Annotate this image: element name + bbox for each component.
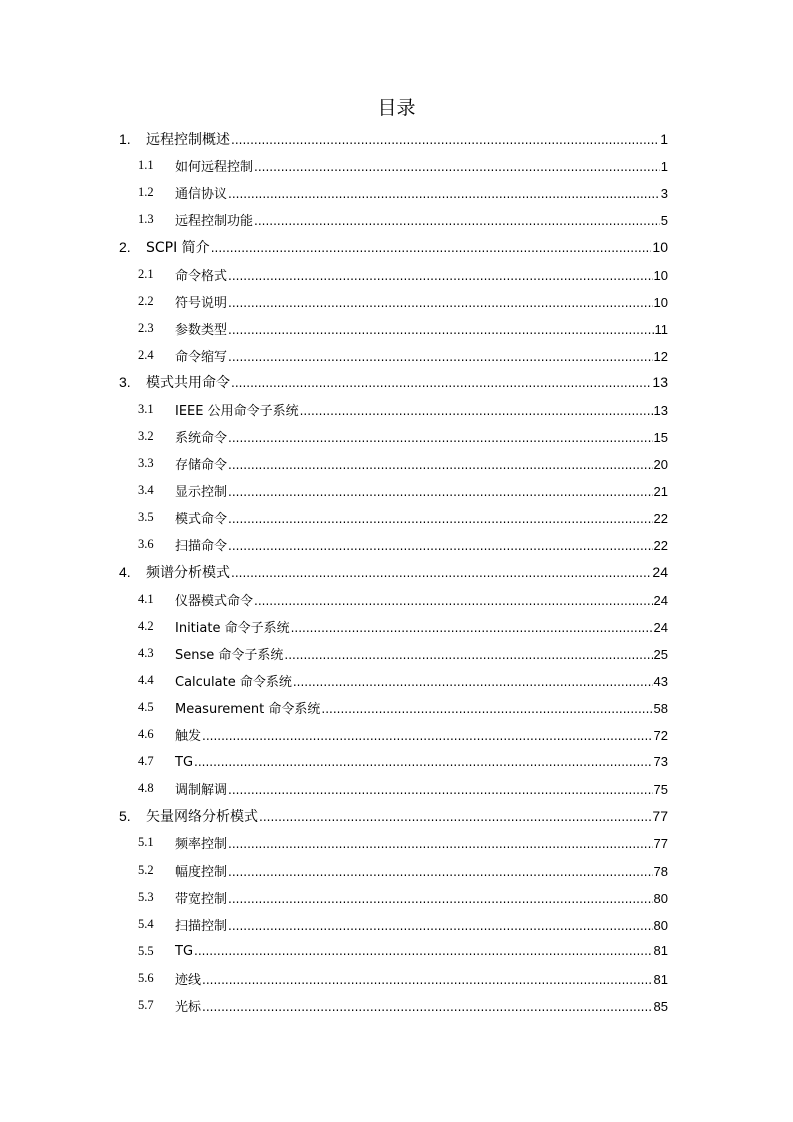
toc-page-number: 12 <box>653 348 668 364</box>
toc-entry-number: 5.6 <box>138 970 154 985</box>
toc-entry-line <box>175 671 668 690</box>
toc-entry-line <box>175 915 668 934</box>
toc-entry-number: 5.3 <box>138 889 154 904</box>
toc-dot-leader <box>228 269 653 283</box>
toc-section-entry[interactable] <box>0 640 793 667</box>
toc-dot-leader <box>202 729 653 743</box>
toc-entry-line <box>175 698 668 717</box>
toc-chapter-entry[interactable] <box>0 233 793 260</box>
toc-entry-number: 3.2 <box>138 429 154 444</box>
toc-dot-leader <box>211 241 652 255</box>
toc-section-entry[interactable] <box>0 531 793 558</box>
toc-entry-number: 3.3 <box>138 456 154 471</box>
toc-entry-number: 1.2 <box>138 185 154 200</box>
toc-entry-number: 4.7 <box>138 754 154 769</box>
toc-dot-leader <box>293 675 653 689</box>
toc-page-number: 15 <box>653 430 668 446</box>
toc-page-number: 10 <box>652 238 668 255</box>
toc-dot-leader <box>202 1000 653 1014</box>
toc-dot-leader <box>194 755 653 769</box>
toc-entry-title[interactable]: 通信协议 <box>175 187 228 203</box>
toc-page-number: 81 <box>653 943 668 959</box>
toc-chapter-entry[interactable] <box>0 559 793 586</box>
toc-entry-title[interactable]: Calculate 命令系统 <box>175 674 292 690</box>
toc-entry-title[interactable]: 系统命令 <box>175 431 228 447</box>
toc-section-entry[interactable] <box>0 423 793 450</box>
toc-section-entry[interactable] <box>0 396 793 423</box>
toc-dot-leader <box>300 404 653 418</box>
toc-section-entry[interactable] <box>0 965 793 992</box>
toc-entry-number: 2.2 <box>138 293 154 308</box>
toc-dot-leader <box>228 539 653 553</box>
table-of-contents <box>0 125 793 1019</box>
toc-dot-leader <box>228 783 653 797</box>
toc-dot-leader <box>254 160 660 174</box>
toc-entry-number: 4.2 <box>138 618 154 633</box>
toc-page-number: 13 <box>653 402 668 418</box>
toc-entry-line <box>175 400 668 419</box>
toc-entry-title[interactable]: 光标 <box>175 1000 202 1016</box>
toc-entry-line <box>146 129 668 149</box>
toc-entry-number: 2.4 <box>138 347 154 362</box>
toc-dot-leader <box>228 187 660 201</box>
toc-chapter-entry[interactable] <box>0 802 793 829</box>
toc-entry-title[interactable]: 模式命令 <box>175 512 228 528</box>
toc-dot-leader <box>228 837 653 851</box>
toc-entry-number: 3.1 <box>138 401 154 416</box>
toc-entry-line <box>175 210 668 229</box>
toc-entry-title[interactable]: 带宽控制 <box>175 891 228 907</box>
toc-entry-line <box>175 183 668 202</box>
toc-entry-title[interactable]: 频谱分析模式 <box>146 565 230 582</box>
toc-entry-number: 4.8 <box>138 781 154 796</box>
toc-entry-title[interactable]: TG <box>175 754 194 770</box>
toc-entry-line <box>146 562 668 582</box>
toc-entry-title[interactable]: 存储命令 <box>175 458 228 474</box>
toc-entry-line <box>175 644 668 663</box>
toc-page-number: 21 <box>653 484 668 500</box>
toc-dot-leader <box>231 566 651 580</box>
toc-entry-number: 1.1 <box>138 158 154 173</box>
toc-dot-leader <box>321 702 652 716</box>
toc-entry-title[interactable]: 调制解调 <box>175 783 228 799</box>
toc-section-entry[interactable] <box>0 260 793 287</box>
toc-section-entry[interactable] <box>0 342 793 369</box>
toc-dot-leader <box>228 919 653 933</box>
toc-dot-leader <box>228 323 653 337</box>
toc-entry-title[interactable]: 扫描控制 <box>175 918 228 934</box>
toc-dot-leader <box>228 296 653 310</box>
toc-entry-title[interactable]: 远程控制功能 <box>175 214 254 230</box>
toc-section-entry[interactable] <box>0 450 793 477</box>
toc-section-entry[interactable] <box>0 694 793 721</box>
toc-entry-title[interactable]: 远程控制概述 <box>146 131 230 148</box>
toc-section-entry[interactable] <box>0 992 793 1019</box>
toc-entry-number: 1.3 <box>138 212 154 227</box>
toc-page-number: 43 <box>653 673 668 689</box>
toc-entry-title[interactable]: 命令格式 <box>175 268 228 284</box>
toc-entry-title[interactable]: 如何远程控制 <box>175 160 254 176</box>
toc-entry-title[interactable]: 参数类型 <box>175 322 228 338</box>
toc-dot-leader <box>228 485 653 499</box>
toc-dot-leader <box>254 214 660 228</box>
toc-chapter-entry[interactable] <box>0 125 793 152</box>
toc-section-entry[interactable] <box>0 857 793 884</box>
toc-entry-number: 3.4 <box>138 483 154 498</box>
toc-page-number: 75 <box>653 782 668 798</box>
toc-entry-number: 2.3 <box>138 320 154 335</box>
toc-entry-title[interactable]: Measurement 命令系统 <box>175 702 321 718</box>
toc-dot-leader <box>254 594 653 608</box>
toc-page-number: 58 <box>653 701 668 717</box>
toc-entry-number: 4.6 <box>138 727 154 742</box>
toc-page-number: 24 <box>652 564 668 581</box>
toc-page-number: 80 <box>653 917 668 933</box>
toc-page-number: 3 <box>660 186 668 202</box>
toc-dot-leader <box>291 621 653 635</box>
toc-section-entry[interactable] <box>0 504 793 531</box>
toc-section-entry[interactable] <box>0 586 793 613</box>
toc-entry-line <box>175 617 668 636</box>
toc-section-entry[interactable] <box>0 288 793 315</box>
toc-page-number: 24 <box>653 619 668 635</box>
toc-page-number: 22 <box>653 511 668 527</box>
toc-entry-line <box>175 969 668 988</box>
toc-entry-number: 5.4 <box>138 916 154 931</box>
toc-entry-line <box>175 156 668 175</box>
toc-entry-title[interactable]: 矢量网络分析模式 <box>146 808 258 825</box>
toc-entry-title[interactable]: 符号说明 <box>175 295 228 311</box>
toc-dot-leader <box>228 512 653 526</box>
toc-entry-line <box>175 833 668 852</box>
toc-page-number: 10 <box>653 267 668 283</box>
toc-section-entry[interactable] <box>0 206 793 233</box>
toc-entry-number: 5.7 <box>138 998 154 1013</box>
toc-entry-number: 3. <box>119 374 131 391</box>
toc-section-entry[interactable] <box>0 721 793 748</box>
toc-section-entry[interactable] <box>0 613 793 640</box>
toc-dot-leader <box>231 133 659 147</box>
toc-page-number: 72 <box>653 728 668 744</box>
toc-page-number: 77 <box>653 836 668 852</box>
toc-entry-title[interactable]: Sense 命令子系统 <box>175 647 284 663</box>
toc-entry-line <box>175 346 668 365</box>
toc-entry-number: 4.4 <box>138 672 154 687</box>
toc-page-number: 85 <box>653 999 668 1015</box>
toc-entry-number: 3.6 <box>138 537 154 552</box>
toc-section-entry[interactable] <box>0 179 793 206</box>
toc-section-entry[interactable] <box>0 829 793 856</box>
toc-page-number: 77 <box>652 807 668 824</box>
toc-entry-line <box>175 725 668 744</box>
toc-page-number: 22 <box>653 538 668 554</box>
toc-entry-number: 5.5 <box>138 943 154 958</box>
toc-entry-line <box>146 372 668 392</box>
toc-dot-leader <box>194 944 653 958</box>
toc-page-number: 1 <box>660 159 668 175</box>
toc-page-number: 81 <box>653 971 668 987</box>
toc-entry-line <box>146 806 668 826</box>
toc-entry-number: 2. <box>119 238 131 255</box>
toc-entry-number: 4.1 <box>138 591 154 606</box>
toc-entry-title[interactable]: 频率控制 <box>175 837 228 853</box>
toc-dot-leader <box>259 810 651 824</box>
toc-dot-leader <box>228 892 653 906</box>
toc-entry-title[interactable]: 仪器模式命令 <box>175 593 254 609</box>
toc-entry-number: 3.5 <box>138 510 154 525</box>
toc-section-entry[interactable] <box>0 911 793 938</box>
toc-page-number: 73 <box>653 753 668 769</box>
toc-entry-title[interactable]: IEEE 公用命令子系统 <box>175 403 299 419</box>
toc-entry-number: 5. <box>119 807 131 824</box>
toc-entry-line <box>175 590 668 609</box>
toc-entry-line <box>146 237 668 257</box>
toc-page-number: 20 <box>653 457 668 473</box>
toc-dot-leader <box>228 350 653 364</box>
toc-dot-leader <box>228 431 653 445</box>
toc-entry-number: 4. <box>119 564 131 581</box>
toc-entry-number: 4.3 <box>138 645 154 660</box>
toc-section-entry[interactable] <box>0 667 793 694</box>
toc-entry-title[interactable]: Initiate 命令子系统 <box>175 620 290 636</box>
toc-page-number: 25 <box>653 646 668 662</box>
toc-dot-leader <box>202 973 653 987</box>
toc-dot-leader <box>228 865 653 879</box>
toc-entry-number: 5.1 <box>138 835 154 850</box>
toc-entry-line <box>175 265 668 284</box>
toc-entry-title[interactable]: 命令缩写 <box>175 349 228 365</box>
toc-entry-line <box>175 427 668 446</box>
toc-entry-line <box>175 943 668 959</box>
toc-page-number: 80 <box>653 890 668 906</box>
toc-entry-title[interactable]: 触发 <box>175 729 202 745</box>
toc-entry-line <box>175 996 668 1015</box>
toc-entry-title[interactable]: TG <box>175 944 194 960</box>
toc-entry-line <box>175 292 668 311</box>
toc-dot-leader <box>231 376 651 390</box>
toc-entry-line <box>175 319 668 338</box>
toc-entry-line <box>175 754 668 770</box>
toc-entry-line <box>175 508 668 527</box>
toc-entry-number: 2.1 <box>138 266 154 281</box>
page-title: 目录 <box>377 97 416 119</box>
toc-entry-line <box>175 888 668 907</box>
toc-dot-leader <box>228 458 653 472</box>
toc-page-number: 5 <box>660 213 668 229</box>
toc-section-entry[interactable] <box>0 938 793 965</box>
toc-entry-line <box>175 535 668 554</box>
toc-dot-leader <box>284 648 652 662</box>
toc-entry-number: 1. <box>119 130 131 147</box>
toc-entry-title[interactable]: 显示控制 <box>175 485 228 501</box>
toc-chapter-entry[interactable] <box>0 369 793 396</box>
toc-entry-number: 4.5 <box>138 700 154 715</box>
toc-page-number: 78 <box>653 863 668 879</box>
toc-entry-number: 5.2 <box>138 862 154 877</box>
toc-entry-title[interactable]: 模式共用命令 <box>146 375 230 392</box>
toc-entry-line <box>175 779 668 798</box>
toc-section-entry[interactable] <box>0 884 793 911</box>
toc-section-entry[interactable] <box>0 477 793 504</box>
toc-page-number: 13 <box>652 374 668 391</box>
toc-entry-line <box>175 454 668 473</box>
toc-section-entry[interactable] <box>0 748 793 775</box>
toc-page-number: 10 <box>653 294 668 310</box>
toc-entry-line <box>175 481 668 500</box>
toc-section-entry[interactable] <box>0 152 793 179</box>
toc-section-entry[interactable] <box>0 315 793 342</box>
toc-entry-line <box>175 861 668 880</box>
toc-entry-title[interactable]: 幅度控制 <box>175 864 228 880</box>
toc-entry-title[interactable]: 迹线 <box>175 972 202 988</box>
toc-entry-title[interactable]: 扫描命令 <box>175 539 228 555</box>
toc-page-number: 1 <box>660 130 668 147</box>
toc-page-number: 24 <box>653 592 668 608</box>
toc-section-entry[interactable] <box>0 775 793 802</box>
toc-page-number: 11 <box>654 321 668 337</box>
toc-entry-title[interactable]: SCPI 简介 <box>146 239 210 256</box>
